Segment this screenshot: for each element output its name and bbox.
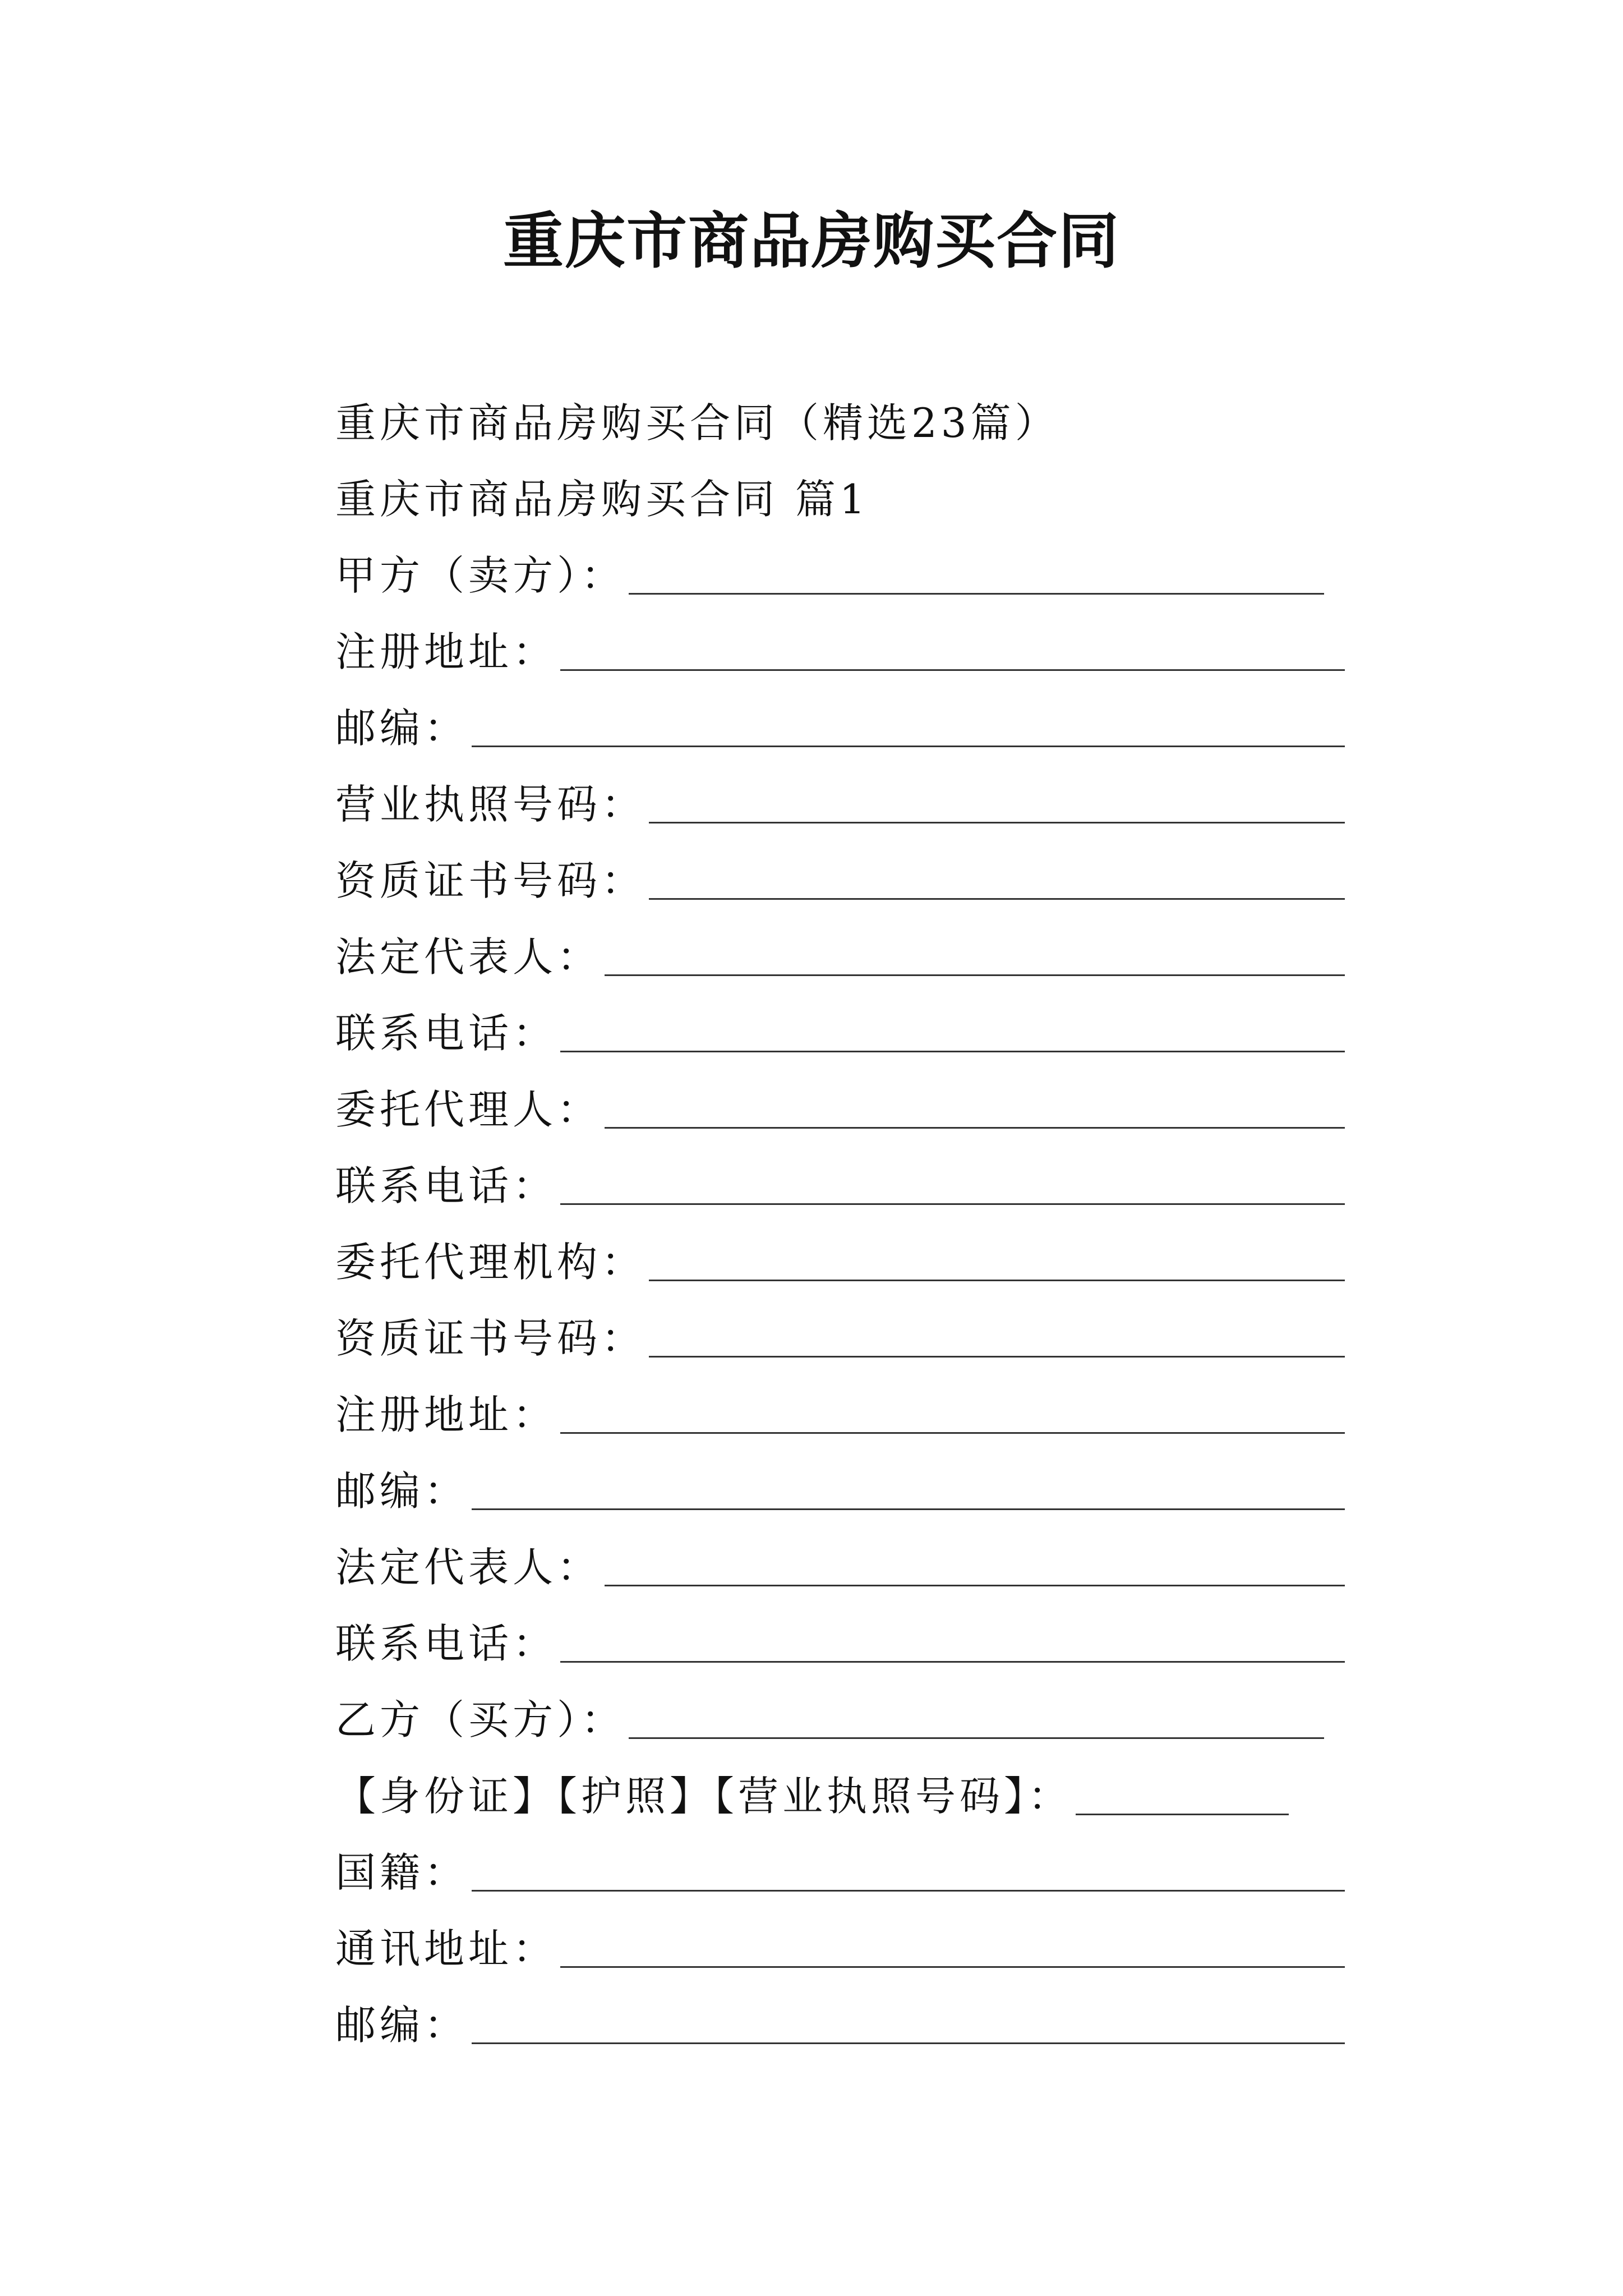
- document-subtitle: 重庆市商品房购买合同（精选23篇）: [335, 399, 1059, 447]
- field-label: 资质证书号码：: [335, 1315, 646, 1362]
- field-agency-address: [335, 1373, 1345, 1450]
- fill-blank[interactable]: [649, 862, 1345, 900]
- fill-blank[interactable]: [560, 633, 1345, 671]
- fill-blank[interactable]: [560, 1625, 1345, 1663]
- field-agency: [335, 1221, 1345, 1297]
- fill-blank[interactable]: [649, 1320, 1345, 1358]
- fill-blank[interactable]: [1076, 1778, 1289, 1815]
- fill-blank[interactable]: [472, 2007, 1345, 2044]
- field-registered-address: [335, 610, 1345, 687]
- field-buyer-id: [335, 1755, 1345, 1831]
- field-label: 邮编：: [335, 2001, 469, 2049]
- document-title: 重庆市商品房购买合同: [502, 206, 1120, 277]
- field-label: 邮编：: [335, 1467, 469, 1515]
- field-label: 资质证书号码：: [335, 857, 646, 904]
- field-buyer-postcode: [335, 1984, 1345, 2060]
- field-qualification-cert: [335, 839, 1345, 915]
- field-mailing-address: [335, 1907, 1345, 1984]
- fill-blank[interactable]: [649, 786, 1345, 823]
- field-agency-phone: [335, 1602, 1345, 1678]
- field-business-license: [335, 763, 1345, 839]
- field-phone: [335, 992, 1345, 1068]
- subtitle-line: [335, 381, 1345, 458]
- fill-blank[interactable]: [560, 1930, 1345, 1968]
- fill-blank[interactable]: [472, 710, 1345, 747]
- fill-blank[interactable]: [605, 938, 1345, 976]
- field-label: 联系电话：: [335, 1162, 557, 1209]
- field-label: 联系电话：: [335, 1010, 557, 1057]
- field-label: 乙方（买方）：: [335, 1696, 626, 1743]
- field-agency-cert: [335, 1297, 1345, 1373]
- field-legal-representative: [335, 915, 1345, 992]
- fill-blank[interactable]: [605, 1549, 1345, 1586]
- section-heading-line: [335, 458, 1345, 534]
- fill-blank[interactable]: [629, 1701, 1324, 1739]
- document-body: [335, 381, 1345, 2060]
- field-seller: [335, 534, 1345, 610]
- field-label: 国籍：: [335, 1849, 469, 1896]
- field-label: 甲方（卖方）：: [335, 552, 626, 599]
- section-heading: 重庆市商品房购买合同 篇1: [335, 476, 869, 523]
- fill-blank[interactable]: [629, 557, 1324, 595]
- fill-blank[interactable]: [560, 1396, 1345, 1434]
- field-label: 委托代理人：: [335, 1086, 602, 1133]
- field-label: 联系电话：: [335, 1620, 557, 1667]
- field-label: 邮编：: [335, 705, 469, 752]
- field-label: 注册地址：: [335, 1391, 557, 1438]
- field-agent: [335, 1068, 1345, 1144]
- field-agent-phone: [335, 1144, 1345, 1221]
- field-label: 法定代表人：: [335, 1544, 602, 1591]
- fill-blank[interactable]: [560, 1167, 1345, 1205]
- field-label: 法定代表人：: [335, 933, 602, 981]
- field-nationality: [335, 1831, 1345, 1907]
- field-label: 通讯地址：: [335, 1925, 557, 1972]
- fill-blank[interactable]: [605, 1091, 1345, 1129]
- fill-blank[interactable]: [649, 1244, 1345, 1281]
- fill-blank[interactable]: [472, 1854, 1345, 1892]
- field-label: 委托代理机构：: [335, 1239, 646, 1286]
- field-postcode: [335, 687, 1345, 763]
- field-label: 注册地址：: [335, 628, 557, 675]
- field-agency-postcode: [335, 1450, 1345, 1526]
- field-agency-legal-rep: [335, 1526, 1345, 1602]
- field-label: 【身份证】【护照】【营业执照号码】：: [335, 1773, 1073, 1820]
- field-buyer: [335, 1678, 1345, 1755]
- fill-blank[interactable]: [560, 1015, 1345, 1052]
- field-label: 营业执照号码：: [335, 781, 646, 828]
- fill-blank[interactable]: [472, 1473, 1345, 1510]
